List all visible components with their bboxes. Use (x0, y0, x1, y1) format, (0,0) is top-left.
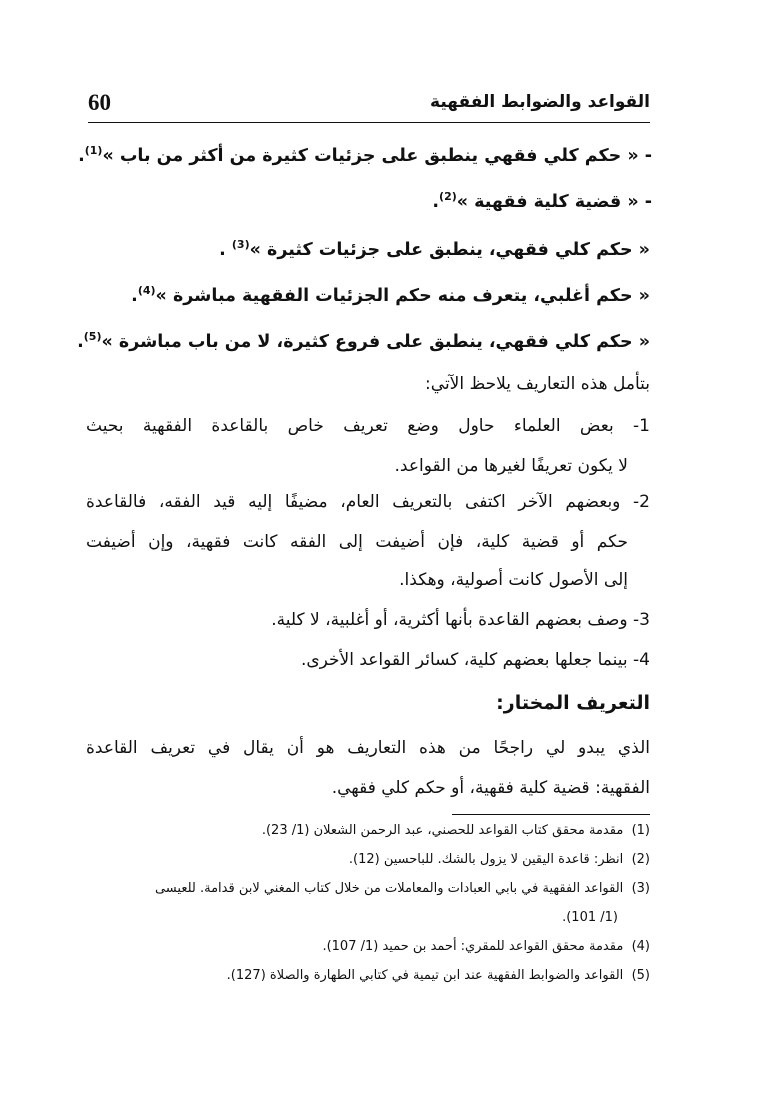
footnote-number: (4) (631, 939, 650, 954)
observation-1-line-2: لا يكون تعريفًا لغيرها من القواعد. (394, 456, 628, 476)
footnote-text: القواعد الفقهية في بابي العبادات والمعاملات من خلال كتاب المغني لابن قدامة. للعيسى (154, 881, 624, 896)
chosen-definition-heading: التعريف المختار: (496, 692, 650, 714)
footnote-ref-4: (4) (137, 284, 156, 298)
footnote-5 (227, 968, 650, 983)
footnote-ref-3: (3) (231, 238, 250, 252)
footnote-rule (452, 814, 650, 815)
definition-5: « حكم كلي فقهي، ينطبق على فروع كثيرة، لا من باب مباشرة »$^{(5)}$. (77, 330, 650, 352)
footnote-number: (2) (631, 852, 650, 867)
footnote-1 (262, 823, 650, 838)
running-title: القواعد والضوابط الفقهية (430, 92, 650, 112)
footnote-text: مقدمة محقق كتاب القواعد للحصني، عبد الرحمن الشعلان (1/ 23). (261, 823, 624, 838)
observation-4: 4- بينما جعلها بعضهم كلية، كسائر القواعد الأخرى. (300, 650, 650, 670)
footnote-text: مقدمة محقق القواعد للمقري: أحمد بن حميد (1/ 107). (322, 939, 624, 954)
intro-text: بتأمل هذه التعاريف يلاحظ الآتي: (425, 374, 650, 394)
observation-2-line-1: 2- وبعضهم الآخر اكتفى بالتعريف العام، مضيفًا إليه قيد الفقه، فالقاعدة (86, 492, 650, 512)
observation-2-line-2: حكم أو قضية كلية، فإن أضيفت إلى الفقه كانت فقهية، وإن أضيفت (86, 532, 628, 552)
footnote-ref-2: (2) (439, 190, 457, 204)
observation-2-line-3: إلى الأصول كانت أصولية، وهكذا. (399, 570, 628, 590)
footnote-ref-5: (5) (83, 330, 102, 344)
observation-1-line-1: 1- بعض العلماء حاول وضع تعريف خاص بالقاعدة الفقهية بحيث (86, 416, 650, 436)
footnote-text: انظر: قاعدة اليقين لا يزول بالشك. للباحسين (12). (348, 852, 624, 867)
page-header (88, 90, 650, 120)
chosen-definition-line-2: الفقهية: قضية كلية فقهية، أو حكم كلي فقهي. (331, 778, 650, 798)
chosen-definition-line-1: الذي يبدو لي راجحًا من هذه التعاريف هو أن يقال في تعريف القاعدة (86, 738, 650, 758)
footnote-number: (1) (631, 823, 650, 838)
footnote-2 (349, 852, 650, 867)
footnote-4 (322, 939, 650, 954)
page-number: 60 (88, 90, 111, 115)
observation-3: 3- وصف بعضهم القاعدة بأنها أكثرية، أو أغلبية، لا كلية. (271, 610, 650, 630)
footnote-3 (155, 881, 650, 896)
definition-2: - « قضية كلية فقهية »$^{(2)}$. (432, 190, 652, 212)
header-rule (88, 122, 650, 123)
footnote-text: القواعد والضوابط الفقهية عند ابن تيمية في كتابي الطهارة والصلاة (127). (226, 968, 624, 983)
footnote-ref-1: (1) (84, 144, 103, 158)
definition-4: « حكم أغلبي، يتعرف منه حكم الجزئيات الفقهية مباشرة »$^{(4)}$. (131, 284, 650, 306)
definition-1: - « حكم كلي فقهي ينطبق على جزئيات كثيرة من أكثر من باب »$^{(1)}$. (78, 144, 652, 166)
footnote-number: (5) (631, 968, 650, 983)
footnote-number: (3) (631, 881, 650, 896)
footnote-3-continuation: (1/ 101). (562, 910, 618, 925)
definition-3: « حكم كلي فقهي، ينطبق على جزئيات كثيرة »$^{(3)}$ . (219, 238, 650, 260)
